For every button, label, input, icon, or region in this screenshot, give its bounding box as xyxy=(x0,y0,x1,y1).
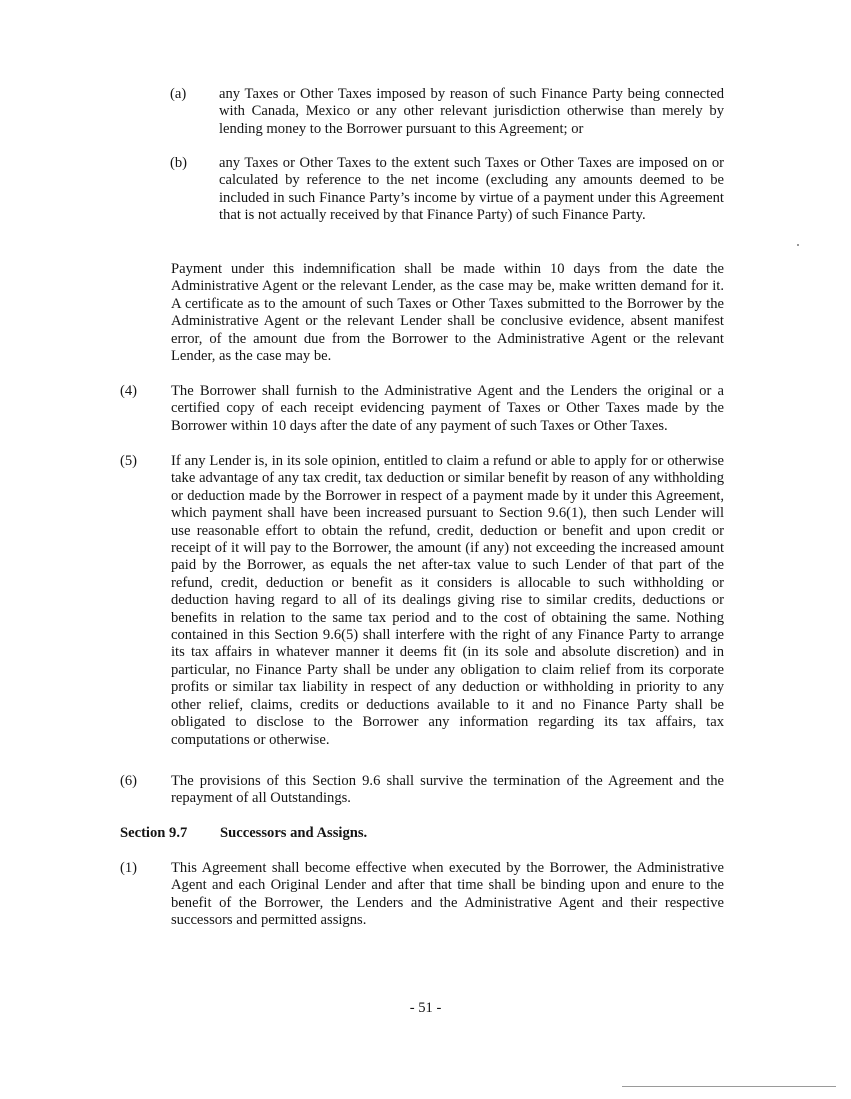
item-label: (b) xyxy=(170,155,188,171)
item-label: (a) xyxy=(170,86,187,102)
scan-mark xyxy=(797,244,799,246)
section-clause-1-text: This Agreement shall become effective when executed by the Borrower, the Administrative Agent and each Original Lender and after that time shall be binding upon and enure to the benefit of the Borrower, the Lenders and the Administrative Agent and their respective successors and permitted assigns. xyxy=(171,860,724,929)
item-b-text: any Taxes or Other Taxes to the extent such Taxes or Other Taxes are imposed on or calculated by reference to the net income (excluding any amounts deemed to be included in such Finance Party’s income by virtue of a payment under this Agreement that is not actually received by that Finance Party) of such Finance Party. xyxy=(219,155,724,224)
section-number: Section 9.7 xyxy=(120,825,188,841)
page-number: - 51 - xyxy=(409,1000,442,1016)
item-a-text: any Taxes or Other Taxes imposed by reason of such Finance Party being connected with Canada, Mexico or any other relevant jurisdiction otherwise than merely by lending money to the Borrower pursuant to this Agreement; or xyxy=(219,86,724,137)
clause-label: (1) xyxy=(120,860,138,876)
section-title: Successors and Assigns. xyxy=(220,825,368,841)
section-heading xyxy=(120,825,367,842)
clause-label: (5) xyxy=(120,453,138,469)
clause-5-text: If any Lender is, in its sole opinion, entitled to claim a refund or able to apply for or otherwise take advantage of any tax credit, tax deduction or similar benefit by reason of any withholding or deduction made by the Borrower in respect of a payment made by it under this Agreement, which payment shall have been increased pursuant to Section 9.6(1), then such Lender will use reasonable effort to obtain the refund, credit, deduction or benefit and upon credit or receipt of it will pay to the Borrower, the amount (if any) not exceeding the increased amount paid by the Borrower, as equals the net after-tax value to such Lender of that part of the refund, credit, deduction or benefit as it considers is allocable to such withholding or deduction having regard to all of its dealings giving rise to similar credits, deductions or benefits in relation to the same tax period and to the cost of obtaining the same. Nothing contained in this Section 9.6(5) shall interfere with the right of any Finance Party to arrange its tax affairs in whatever manner it deems fit (in its sole and absolute discretion) and in particular, no Finance Party shall be under any obligation to claim relief from its corporate profits or similar tax liability in respect of any deduction or withholding in priority to any other relief, claims, credits or deductions available to it and no Finance Party shall be obligated to disclose to the Borrower any information regarding its tax affairs, tax computations or otherwise. xyxy=(171,453,724,748)
indemnification-paragraph: Payment under this indemnification shall be made within 10 days from the date the Administrative Agent or the relevant Lender, as the case may be, make written demand for it. A certificate as to the amount of such Taxes or Other Taxes submitted to the Borrower by the Administrative Agent or the relevant Lender shall be conclusive evidence, absent manifest error, of the amount due from the Borrower to the Administrative Agent or the relevant Lender, as the case may be. xyxy=(171,261,724,365)
footer-rule xyxy=(622,1086,836,1087)
clause-label: (4) xyxy=(120,383,138,399)
clause-6-text: The provisions of this Section 9.6 shall survive the termination of the Agreement and the repayment of all Outstandings. xyxy=(171,773,724,807)
clause-label: (6) xyxy=(120,773,138,789)
clause-4-text: The Borrower shall furnish to the Administrative Agent and the Lenders the original or a certified copy of each receipt evidencing payment of Taxes or Other Taxes made by the Borrower within 10 days after the date of any payment of such Taxes or Other Taxes. xyxy=(171,383,724,434)
